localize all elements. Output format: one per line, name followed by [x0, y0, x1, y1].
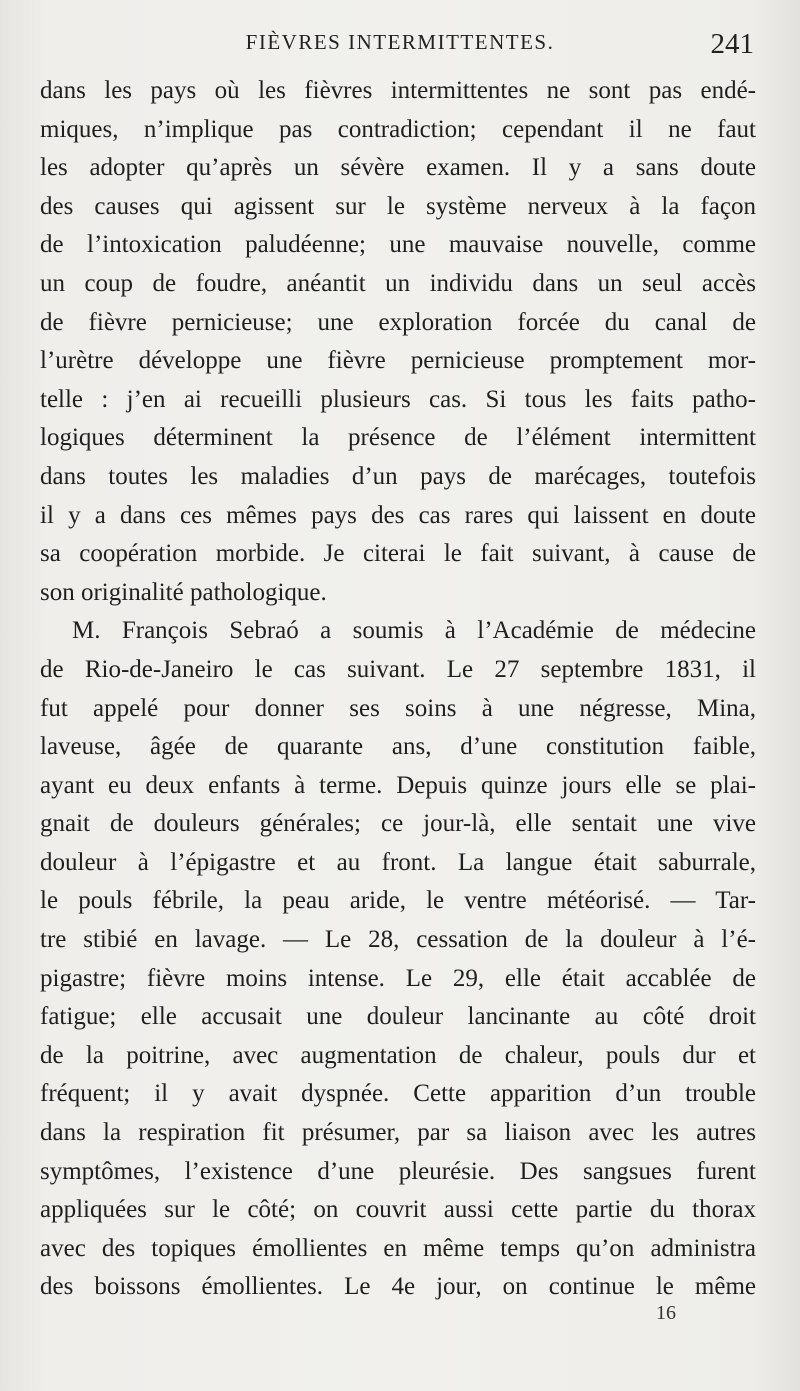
- text-line: telle : j’en ai recueilli plusieurs cas. Si tous les faits patho-: [40, 385, 756, 413]
- text-line: les adopter qu’après un sévère examen. Il y a sans doute: [40, 154, 756, 182]
- running-title: FIÈVRES INTERMITTENTES.: [245, 30, 555, 54]
- text-line: appliquées sur le côté; on couvrit aussi cette partie du thorax: [40, 1196, 756, 1224]
- text-line: logiques déterminent la présence de l’élément intermittent: [40, 424, 756, 452]
- text-line: des boissons émollientes. Le 4e jour, on continue le même: [40, 1273, 756, 1301]
- text-line: miques, n’implique pas contradiction; cependant il ne faut: [40, 115, 756, 143]
- text-line: de la poitrine, avec augmentation de chaleur, pouls dur et: [40, 1041, 756, 1069]
- text-line: ayant eu deux enfants à terme. Depuis quinze jours elle se plai-: [40, 771, 756, 799]
- text-line: des causes qui agissent sur le système nerveux à la façon: [40, 192, 756, 220]
- text-line: dans la respiration fit présumer, par sa liaison avec les autres: [40, 1119, 756, 1147]
- signature-mark: 16: [656, 1302, 676, 1324]
- text-line: de l’intoxication paludéenne; une mauvaise nouvelle, comme: [40, 231, 756, 259]
- text-line: avec des topiques émollientes en même temps qu’on administra: [40, 1234, 756, 1262]
- page-number: 241: [710, 28, 754, 60]
- text-line: tre stibié en lavage. — Le 28, cessation de la douleur à l’é-: [40, 926, 756, 954]
- text-line: dans les pays où les fièvres intermittentes ne sont pas endé-: [40, 77, 756, 104]
- text-line: fréquent; il y avait dyspnée. Cette apparition d’un trouble: [40, 1080, 756, 1108]
- text-line: sa coopération morbide. Je citerai le fait suivant, à cause de: [40, 540, 756, 568]
- text-line: laveuse, âgée de quarante ans, d’une constitution faible,: [40, 733, 756, 761]
- text-line: son originalité pathologique.: [40, 578, 327, 606]
- text-line: M. François Sebraó a soumis à l’Académie de médecine: [72, 617, 756, 645]
- text-line: le pouls fébrile, la peau aride, le ventre météorisé. — Tar-: [40, 887, 756, 915]
- text-line: de fièvre pernicieuse; une exploration forcée du canal de: [40, 308, 756, 336]
- text-line: de Rio-de-Janeiro le cas suivant. Le 27 septembre 1831, il: [40, 655, 756, 683]
- text-line: douleur à l’épigastre et au front. La langue était saburrale,: [40, 848, 756, 876]
- text-line: l’urètre développe une fièvre pernicieuse promptement mor-: [40, 347, 756, 375]
- text-line: symptômes, l’existence d’une pleurésie. Des sangsues furent: [40, 1157, 756, 1185]
- text-line: un coup de foudre, anéantit un individu dans un seul accès: [40, 269, 756, 297]
- text-line: fatigue; elle accusait une douleur lancinante au côté droit: [40, 1003, 756, 1031]
- text-line: dans toutes les maladies d’un pays de marécages, toutefois: [40, 462, 756, 490]
- text-line: il y a dans ces mêmes pays des cas rares qui laissent en doute: [40, 501, 756, 529]
- text-line: pigastre; fièvre moins intense. Le 29, elle était accablée de: [40, 964, 756, 992]
- text-line: fut appelé pour donner ses soins à une négresse, Mina,: [40, 694, 756, 722]
- text-line: gnait de douleurs générales; ce jour-là, elle sentait une vive: [40, 810, 756, 838]
- body-text: [40, 72, 756, 1307]
